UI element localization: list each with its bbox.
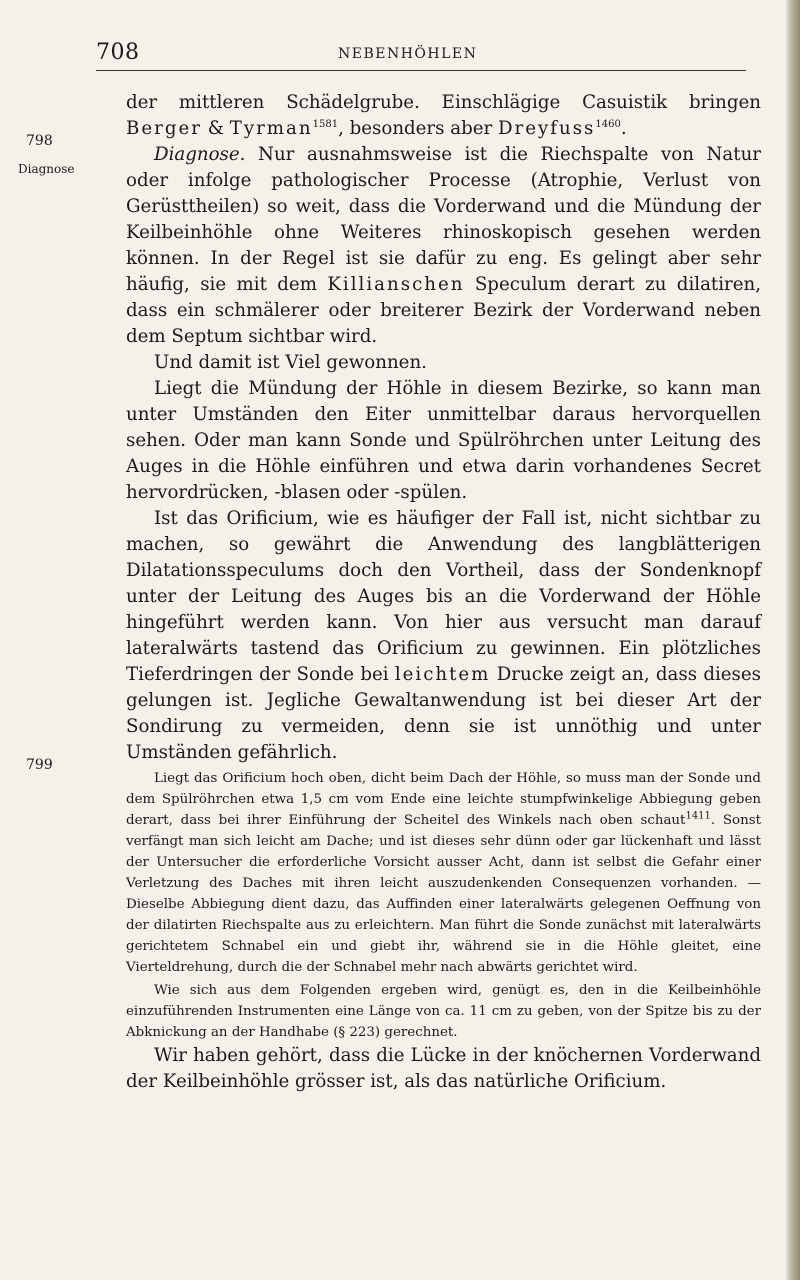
author-name: Killianschen — [327, 274, 465, 295]
paragraph-1: der mittleren Schädelgrube. Einschlägige Casuistik bringen Berger & Tyrman$^{1581}$, besonders aber Dreyfuss$^{1460}$. — [126, 92, 761, 139]
paragraph-3: Und damit ist Viel gewonnen. — [154, 352, 427, 373]
section-heading: Diagnose. — [154, 144, 246, 165]
author-name: Berger — [126, 118, 202, 139]
margin-section-799: 799 — [26, 757, 53, 773]
paragraph-4: Liegt die Mündung der Höhle in diesem Bezirke, so kann man unter Umständen den Eiter unmittelbar daraus hervorquellen sehen. Oder man kann Sonde und Spülröhrchen unter Leitung des Auges in die Höhle einführen und etwa darin vorhandenes Secret hervordrücken, -blasen oder -spülen. — [126, 378, 761, 503]
margin-section-798: 798 — [26, 133, 53, 149]
reference-number: 1411 — [685, 810, 711, 822]
author-name: Tyrman — [229, 118, 313, 139]
reference-number: 1460 — [595, 118, 621, 130]
body-text — [126, 90, 761, 1095]
reference-number: 1581 — [312, 118, 339, 130]
page-edge — [786, 0, 800, 1280]
page-header — [96, 40, 746, 70]
paragraph-8: Wir haben gehört, dass die Lücke in der knöchernen Vorderwand der Keilbeinhöhle grösser ist, als das natürliche Orificium. — [126, 1045, 761, 1092]
running-head: NEBENHÖHLEN — [338, 46, 478, 62]
page-number: 708 — [96, 40, 140, 65]
paragraph-7-small: Wie sich aus dem Folgenden ergeben wird, genügt es, den in die Keilbeinhöhle einzuführenden Instrumenten eine Länge von ca. 11 cm zu geben, von der Spitze bis zu der Abknickung an der Handhabe (§ 223) gerechnet. — [126, 983, 761, 1040]
header-rule — [96, 70, 746, 71]
paragraph-5: Ist das Orificium, wie es häufiger der Fall ist, nicht sichtbar zu machen, so gewährt die Anwendung des langblätterigen Dilatationsspeculums doch den Vortheil, dass der Sondenknopf unter der Leitung des Auges bis an die Vorderwand der Höhle hingeführt werden kann. Von hier aus versucht man darauf lateralwärts tastend das Orificium zu gewinnen. Ein plötzliches Tieferdringen der Sonde bei leichtem Drucke zeigt an, dass dieses gelungen ist. Jegliche Gewaltanwendung ist bei dieser Art der Sondirung zu vermeiden, denn sie ist unnöthig und unter Umständen gefährlich. — [126, 508, 761, 763]
paragraph-diagnose: Diagnose. Nur ausnahmsweise ist die Riechspalte von Natur oder infolge pathologischer Processe (Atrophie, Verlust von Gerüsttheilen) so weit, dass die Vorderwand und die Mündung der Keilbeinhöhle ohne Weiteres rhinoskopisch gesehen werden können. In der Regel ist sie dafür zu eng. Es gelingt aber sehr häufig, sie mit dem Killianschen Speculum derart zu dilatiren, dass ein schmälerer oder breiterer Bezirk der Vorderwand neben dem Septum sichtbar wird. — [126, 144, 761, 347]
paragraph-6-small: Liegt das Orificium hoch oben, dicht beim Dach der Höhle, so muss man der Sonde und dem Spülröhrchen etwa 1,5 cm vom Ende eine leichte stumpfwinkelige Abbiegung geben derart, dass bei ihrer Einführung der Scheitel des Winkels nach oben schaut$^{1411}$. Sonst verfängt man sich leicht am Dache; und ist dieses sehr dünn oder gar lückenhaft und lässt der Untersucher die erforderliche Vorsicht ausser Acht, dann ist selbst die Gefahr einer Verletzung des Daches mit ihren leicht auszudenkenden Consequenzen vorhanden. — Dieselbe Abbiegung dient dazu, das Auffinden einer lateralwärts gelegenen Oeffnung von der dilatirten Riechspalte aus zu erleichtern. Man führt die Sonde zunächst mit lateralwärts gerichtetem Schnabel ein und giebt ihr, während sie in die Höhle gleitet, eine Vierteldrehung, durch die der Schnabel mehr nach abwärts gerichtet wird. — [126, 771, 761, 975]
author-name: Dreyfuss — [497, 118, 596, 139]
margin-label-diagnose: Diagnose — [18, 162, 75, 176]
emphasis: leichtem — [394, 664, 491, 685]
